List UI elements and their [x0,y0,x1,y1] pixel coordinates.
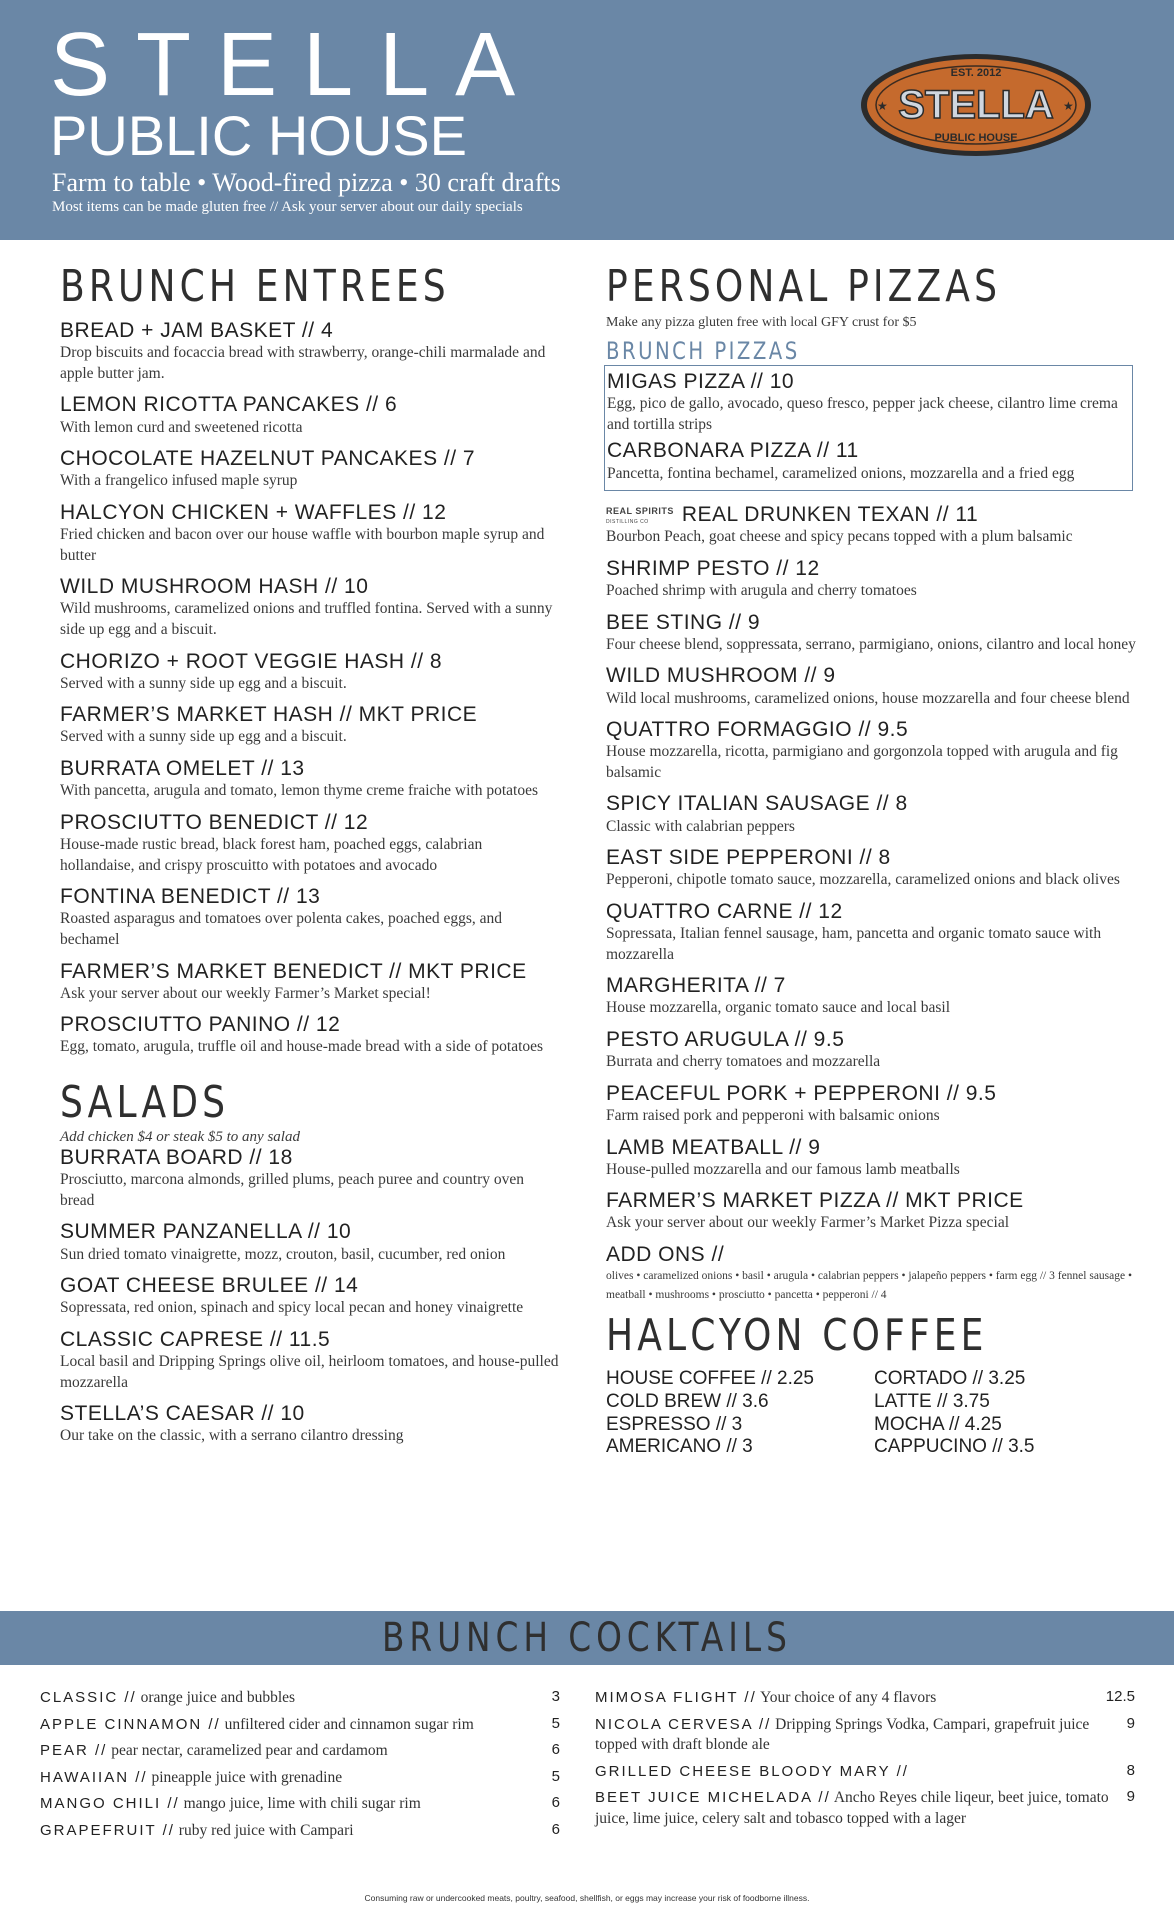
item-name: REAL DRUNKEN TEXAN // 11 [681,503,979,527]
menu-item [60,703,560,748]
item-name: SUMMER PANZANELLA // 10 [60,1220,352,1244]
header-band [0,0,1174,240]
item-desc: olives • caramelized onions • basil • arugula • calabrian peppers • jalapeño peppers • farm egg // 3 fennel sausage • meatball • mushrooms • prosciutto • pancetta • pepperoni // 4 [606,1270,1133,1301]
menu-item [606,1028,1146,1073]
item-desc: House mozzarella, organic tomato sauce and local basil [606,999,951,1017]
brunch-pizzas-box [604,365,1133,491]
item-name: SHRIMP PESTO // 12 [606,556,820,580]
restaurant-subtitle: PUBLIC HOUSE [50,104,467,167]
menu-item [606,718,1146,783]
coffee-item: HOUSE COFFEE // 2.25 [606,1368,814,1389]
pizza-note: Make any pizza gluten free with local GFY crust for $5 [606,315,917,330]
item-name: LEMON RICOTTA PANCAKES // 6 [60,393,398,417]
menu-item-featured [606,503,1146,548]
star-icon: ★ [877,99,888,113]
stella-logo [857,50,1095,160]
item-desc: Ask your server about our weekly Farmer’s Market special! [60,984,431,1002]
menu-item [60,319,560,384]
cocktail-desc: unfiltered cider and cinnamon sugar rim [224,1715,474,1733]
item-name: PROSCIUTTO BENEDICT // 12 [60,810,369,834]
cocktail-name: HAWAIIAN // [40,1768,148,1786]
cocktail-name: MIMOSA FLIGHT // [595,1689,757,1706]
cocktails-right-column [595,1688,1135,1836]
cocktail-price: 9 [1126,1714,1135,1732]
cocktail-row [40,1741,560,1762]
item-desc: With lemon curd and sweetened ricotta [60,418,303,436]
item-name: EAST SIDE PEPPERONI // 8 [606,846,891,870]
item-name: FARMER’S MARKET PIZZA // MKT PRICE [606,1189,1024,1213]
salads-list [60,1146,560,1447]
menu-item [607,439,1132,484]
item-desc: With pancetta, arugula and tomato, lemon thyme creme fraiche with potatoes [60,782,538,800]
item-desc: House-made rustic bread, black forest ham, poached eggs, calabrian hollandaise, and crispy proscuitto with potatoes and avocado [60,835,483,874]
item-desc: Burrata and cherry tomatoes and mozzarella [606,1053,881,1071]
cocktail-row [40,1821,560,1842]
item-name: FONTINA BENEDICT // 13 [60,885,321,909]
left-column [60,261,560,1456]
item-desc: Sopressata, Italian fennel sausage, ham, pancetta and organic tomato sauce with mozzarella [606,925,1102,963]
item-desc: Four cheese blend, soppressata, serrano, parmigiano, onions, cilantro and local honey [606,635,1136,653]
item-name: SPICY ITALIAN SAUSAGE // 8 [606,792,908,816]
item-desc: Roasted asparagus and tomatoes over polenta cakes, poached eggs, and bechamel [60,910,503,948]
cocktail-text [595,1788,1117,1829]
section-title-brunch-pizzas: BRUNCH PIZZAS [606,337,800,365]
cocktail-desc: pineapple juice with grenadine [151,1768,343,1786]
menu-item [606,1136,1146,1181]
item-name: STELLA’S CAESAR // 10 [60,1402,305,1426]
coffee-item: MOCHA // 4.25 [874,1413,1002,1435]
item-desc: Classic with calabrian peppers [606,817,795,835]
cocktail-price: 12.5 [1105,1688,1135,1705]
cocktail-price: 6 [551,1741,560,1759]
item-name: CLASSIC CAPRESE // 11.5 [60,1327,331,1351]
cocktail-text [595,1762,909,1783]
cocktail-text [40,1794,421,1815]
item-name: FARMER’S MARKET BENEDICT // MKT PRICE [60,959,527,983]
item-desc: Wild mushrooms, caramelized onions and truffled fontina. Served with a sunny side up egg and a biscuit. [60,600,553,638]
item-desc: Bourbon Peach, goat cheese and spicy pecans topped with a plum balsamic [606,528,1073,546]
item-desc: Pepperoni, chipotle tomato sauce, mozzarella, caramelized onions and black olives [606,871,1120,889]
coffee-item: CAPPUCINO // 3.5 [874,1436,1035,1458]
cocktail-price: 6 [551,1794,560,1812]
cocktail-desc: ruby red juice with Campari [178,1822,354,1840]
logo-sub: PUBLIC HOUSE [934,132,1018,144]
section-title-personal-pizzas: PERSONAL PIZZAS [606,261,1002,312]
item-desc: Prosciutto, marcona almonds, grilled plums, peach puree and country oven bread [60,1171,525,1209]
menu-item [606,664,1146,709]
cocktail-row [40,1768,560,1789]
item-name: WILD MUSHROOM HASH // 10 [60,575,369,599]
salads-note: Add chicken $4 or steak $5 to any salad [60,1129,300,1146]
cocktail-name: PEAR // [40,1742,108,1760]
menu-item [606,974,1146,1019]
section-title-brunch-entrees: BRUNCH ENTREES [60,261,450,312]
section-title-salads: SALADS [60,1077,230,1129]
item-desc: House-pulled mozzarella and our famous lamb meatballs [606,1160,960,1178]
menu-item [60,393,560,438]
item-name: BREAD + JAM BASKET // 4 [60,319,334,342]
item-desc: Ask your server about our weekly Farmer’s Market Pizza special [606,1214,1010,1232]
cocktail-desc: Dripping Springs Vodka, Campari, grapefruit juice topped with draft blonde ale [595,1715,1090,1754]
menu-item [606,611,1146,656]
item-name: BEE STING // 9 [606,610,761,634]
item-desc: Drop biscuits and focaccia bread with strawberry, orange-chili marmalade and apple butter jam. [60,344,546,382]
brunch-entrees-list [60,319,560,1058]
item-desc: Pancetta, fontina bechamel, caramelized onions, mozzarella and a fried egg [607,464,1075,482]
cocktail-desc: Ancho Reyes chile liqeur, beet juice, tomato juice, lime juice, celery salt and tobasco topped with a lager [595,1789,1109,1828]
coffee-left-column [606,1368,874,1459]
item-name: PEACEFUL PORK + PEPPERONI // 9.5 [606,1081,997,1105]
logo-est: EST. 2012 [950,67,1002,79]
coffee-item: LATTE // 3.75 [874,1390,990,1412]
cocktail-text [40,1715,474,1736]
section-title-cocktails: BRUNCH COCKTAILS [382,1615,792,1661]
menu-item [60,1328,560,1393]
item-desc: Poached shrimp with arugula and cherry tomatoes [606,582,917,599]
cocktail-name: MANGO CHILI // [40,1795,180,1813]
cocktails-left-column [40,1688,560,1848]
cocktail-row [595,1715,1135,1756]
menu-item [60,650,560,695]
item-name: QUATTRO FORMAGGIO // 9.5 [606,718,909,742]
coffee-item: AMERICANO // 3 [606,1436,753,1458]
menu-item [60,960,560,1005]
item-name: QUATTRO CARNE // 12 [606,899,843,923]
item-desc: Fried chicken and bacon over our house waffle with bourbon maple syrup and butter [60,526,545,564]
cocktail-text [595,1688,936,1709]
item-name: CARBONARA PIZZA // 11 [607,439,859,463]
cocktail-name: CLASSIC // [40,1689,137,1706]
cocktail-row [595,1688,1135,1709]
cocktail-desc: orange juice and bubbles [140,1689,296,1706]
coffee-item: CORTADO // 3.25 [874,1368,1026,1389]
footer-disclaimer: Consuming raw or undercooked meats, poultry, seafood, shellfish, or eggs may increase your risk of foodborne illness. [364,1893,810,1903]
menu-item [60,1146,560,1211]
restaurant-name: STELLA [50,15,542,115]
item-name: FARMER’S MARKET HASH // MKT PRICE [60,703,478,727]
item-desc: Sopressata, red onion, spinach and spicy local pecan and honey vinaigrette [60,1299,524,1317]
item-desc: Our take on the classic, with a serrano cilantro dressing [60,1427,404,1445]
cocktail-desc: Your choice of any 4 flavors [760,1689,937,1706]
star-icon: ★ [1063,99,1074,113]
menu-item [60,1220,560,1265]
item-name: MARGHERITA // 7 [606,974,786,998]
tagline: Farm to table • Wood-fired pizza • 30 craft drafts [52,168,561,197]
item-desc: House mozzarella, ricotta, parmigiano and gorgonzola topped with arugula and fig balsamic [606,743,1118,781]
cocktail-text [40,1768,342,1789]
menu-item [606,1189,1146,1234]
item-desc: With a frangelico infused maple syrup [60,472,298,490]
item-name: CHOCOLATE HAZELNUT PANCAKES // 7 [60,447,476,471]
item-name: CHORIZO + ROOT VEGGIE HASH // 8 [60,649,443,673]
cocktail-name: APPLE CINNAMON // [40,1715,221,1733]
cocktail-price: 3 [551,1688,560,1705]
cocktail-row [595,1788,1135,1829]
item-desc: Local basil and Dripping Springs olive oil, heirloom tomatoes, and house-pulled mozzarella [60,1353,559,1391]
cocktail-text [40,1821,354,1842]
item-name: ADD ONS // [606,1243,725,1267]
menu-item [60,757,560,802]
real-spirits-logo: REAL SPIRITS DISTILLING CO [606,505,674,525]
cocktail-row [40,1688,560,1709]
item-name: BURRATA OMELET // 13 [60,757,305,781]
menu-item [606,846,1146,891]
menu-item [60,1402,560,1447]
item-name: PESTO ARUGULA // 9.5 [606,1028,845,1052]
cocktail-desc: pear nectar, caramelized pear and cardamom [111,1742,388,1760]
cocktail-price: 8 [1126,1761,1135,1779]
menu-item [606,792,1146,837]
menu-item [60,1013,560,1058]
item-desc: Farm raised pork and pepperoni with balsamic onions [606,1106,940,1124]
cocktail-row [595,1762,1135,1783]
cocktail-desc: mango juice, lime with chili sugar rim [183,1795,421,1813]
item-desc: Egg, pico de gallo, avocado, queso fresco, pepper jack cheese, cilantro lime crema and tortilla strips [607,395,1118,433]
cocktail-row [40,1715,560,1736]
cocktail-text [40,1688,295,1709]
menu-item [607,370,1132,435]
item-name: BURRATA BOARD // 18 [60,1146,293,1170]
item-name: MIGAS PIZZA // 10 [607,370,795,393]
menu-item [60,811,560,876]
header-note: Most items can be made gluten free // Ask your server about our daily specials [52,199,523,215]
cocktail-text [595,1715,1117,1756]
item-desc: Served with a sunny side up egg and a biscuit. [60,728,347,746]
menu-item [606,900,1146,965]
menu-item [606,1082,1146,1127]
section-title-coffee: HALCYON COFFEE [606,1310,988,1361]
menu-item-addons [606,1243,1146,1304]
cocktail-text [40,1741,388,1762]
item-name: GOAT CHEESE BRULEE // 14 [60,1274,359,1298]
item-desc: Sun dried tomato vinaigrette, mozz, crouton, basil, cucumber, red onion [60,1245,506,1263]
cocktail-name: BEET JUICE MICHELADA // [595,1789,831,1807]
cocktail-price: 6 [551,1821,560,1839]
menu-item [60,501,560,566]
item-name: WILD MUSHROOM // 9 [606,664,836,688]
item-desc: Served with a sunny side up egg and a biscuit. [60,674,347,692]
cocktail-name: GRILLED CHEESE BLOODY MARY // [595,1762,909,1780]
menu-item [60,885,560,950]
item-name: HALCYON CHICKEN + WAFFLES // 12 [60,500,447,524]
item-desc: Wild local mushrooms, caramelized onions, house mozzarella and four cheese blend [606,689,1130,707]
logo-name: STELLA [898,83,1054,127]
coffee-item: COLD BREW // 3.6 [606,1390,769,1412]
coffee-grid [606,1368,1146,1459]
cocktail-price: 5 [551,1767,560,1785]
coffee-item: ESPRESSO // 3 [606,1413,743,1435]
item-name: PROSCIUTTO PANINO // 12 [60,1013,341,1037]
cocktail-name: GRAPEFRUIT // [40,1822,175,1840]
right-column [606,261,1146,1459]
item-name: LAMB MEATBALL // 9 [606,1135,821,1159]
menu-item [60,447,560,492]
menu-item [60,1274,560,1319]
pizza-list [606,557,1146,1234]
menu-item [606,557,1146,602]
cocktail-price: 5 [551,1714,560,1732]
cocktails-band [0,1611,1174,1665]
cocktail-price: 9 [1126,1788,1135,1806]
menu-item [60,575,560,640]
cocktail-name: NICOLA CERVESA // [595,1715,772,1733]
cocktail-row [40,1794,560,1815]
item-desc: Egg, tomato, arugula, truffle oil and house-made bread with a side of potatoes [60,1038,544,1056]
coffee-right-column [874,1368,1142,1459]
